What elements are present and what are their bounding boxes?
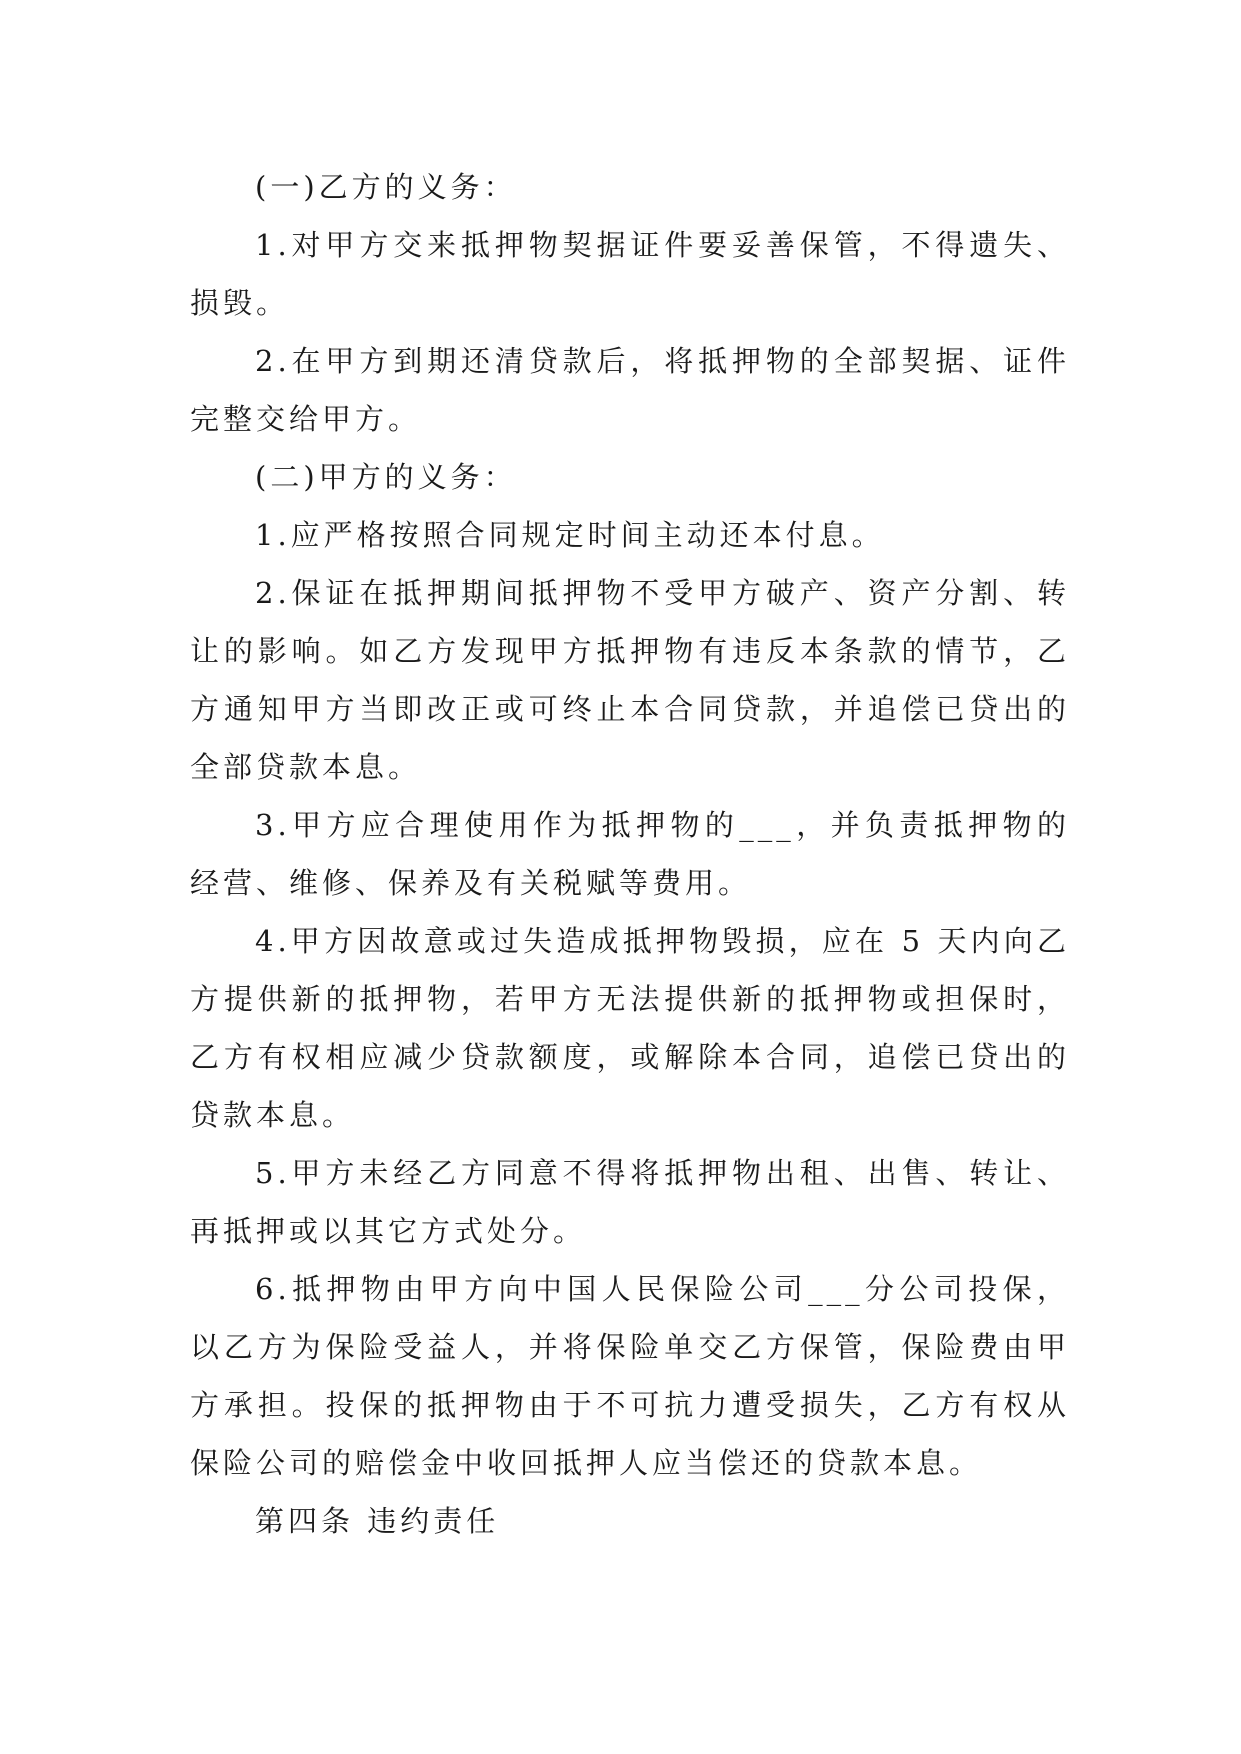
paragraph-party-a-obligation-6: 6.抵押物由甲方向中国人民保险公司___分公司投保，以乙方为保险受益人，并将保险单交乙方保管，保险费由甲方承担。投保的抵押物由于不可抗力遭受损失，乙方有权从保险公司的赔偿金中收回抵押人应当偿还的贷款本息。 <box>190 1272 1070 1480</box>
document-body <box>190 158 1070 1550</box>
paragraph-party-a-obligation-5: 5.甲方未经乙方同意不得将抵押物出租、出售、转让、再抵押或以其它方式处分。 <box>190 1156 1070 1248</box>
paragraph-party-a-obligations-heading: (二)甲方的义务： <box>255 460 517 494</box>
paragraph-party-b-obligation-1: 1.对甲方交来抵押物契据证件要妥善保管，不得遗失、损毁。 <box>190 228 1070 320</box>
paragraph-party-b-obligations-heading: (一)乙方的义务： <box>255 170 517 204</box>
article-four-heading: 第四条 违约责任 <box>255 1504 500 1538</box>
paragraph-party-a-obligation-4: 4.甲方因故意或过失造成抵押物毁损，应在 5 天内向乙方提供新的抵押物，若甲方无法提供新的抵押物或担保时，乙方有权相应减少贷款额度，或解除本合同，追偿已贷出的贷款本息。 <box>190 924 1070 1132</box>
paragraph-party-a-obligation-2: 2.保证在抵押期间抵押物不受甲方破产、资产分割、转让的影响。如乙方发现甲方抵押物有违反本条款的情节，乙方通知甲方当即改正或可终止本合同贷款，并追偿已贷出的全部贷款本息。 <box>190 576 1070 784</box>
paragraph-party-a-obligation-3: 3.甲方应合理使用作为抵押物的___，并负责抵押物的经营、维修、保养及有关税赋等费用。 <box>190 808 1070 900</box>
paragraph-party-b-obligation-2: 2.在甲方到期还清贷款后，将抵押物的全部契据、证件完整交给甲方。 <box>190 344 1070 436</box>
paragraph-party-a-obligation-1: 1.应严格按照合同规定时间主动还本付息。 <box>255 518 885 552</box>
